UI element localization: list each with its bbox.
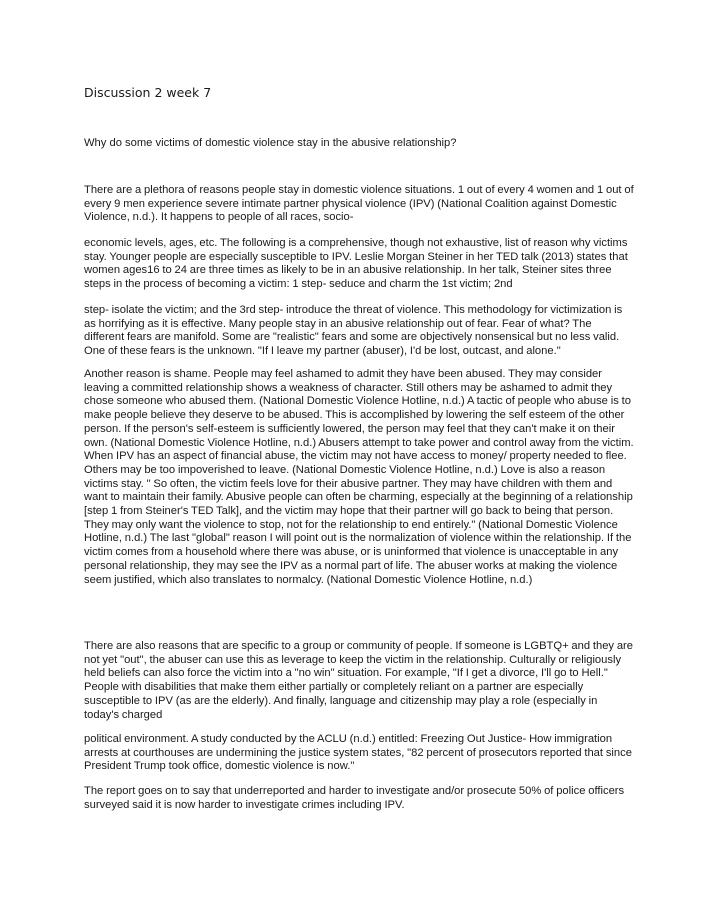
paragraph-2: economic levels, ages, etc. The following is a comprehensive, though not exhaustive, list of reason why victims stay. Younger people are especially susceptible to IPV. Leslie Morgan Steiner in her TED talk (2013) states that women ages16 to 24 are three times as likely to be in an abusive relationship. In her talk, Steiner sites three steps in the process of becoming a victim: 1 step- seduce and charm the 1st victim; 2nd — [84, 237, 628, 291]
paragraph-6: political environment. A study conducted by the ACLU (n.d.) entitled: Freezing Out Justice- How immigration arrests at courthouses are undermining the justice system states, "82 percent of prosecutors reported that since President Trump took office, domestic violence is now." — [84, 733, 632, 773]
paragraph-1: There are a plethora of reasons people stay in domestic violence situations. 1 out of every 4 women and 1 out of every 9 men experience severe intimate partner physical violence (IPV) (National Coalition against Domestic Violence, n.d.). It happens to people of all races, socio- — [84, 184, 634, 224]
paragraph-5: There are also reasons that are specific to a group or community of people. If someone is LGBTQ+ and they are not yet "out", the abuser can use this as leverage to keep the victim in the relationship. Culturally or religiously held beliefs can also force the victim into a "no win" situation. For example, "If I get a divorce, I'll go to Hell." People with disabilities that make them either partially or completely reliant on a partner are especially susceptible to IPV (as are the elderly). And finally, language and citizenship may play a role (especially in today's charged — [84, 640, 634, 721]
document-heading: Discussion 2 week 7 — [84, 85, 212, 100]
paragraph-4: Another reason is shame. People may feel ashamed to admit they have been abused. They may consider leaving a committed relationship shows a weakness of character. Still others may be ashamed to admit they chose someone who abused them. (National Domestic Violence Hotline, n.d.) A tactic of people who abuse is to make people believe they deserve to be abused. This is accomplished by lowering the self esteem of the other person. If the person's self-esteem is sufficiently lowered, the person may feel that they can't make it on their own. (National Domestic Violence Hotline, n.d.) Abusers attempt to take power and control away from the victim. When IPV has an aspect of financial abuse, the victim may not have access to money/ property needed to flee. Others may be too impoverished to leave. (National Domestic Violence Hotline, n.d.) Love is also a reason victims stay. " So often, the victim feels love for their abusive partner. They may have children with them and want to maintain their family. Abusive people can often be charming, especially at the beginning of a relationship [step 1 from Steiner's TED Talk], and the victim may hope that their partner will go back to being that person. They may only want the violence to stop, not for the relationship to end entirely." (National Domestic Violence Hotline, n.d.) The last "global" reason I will point out is the normalization of violence within the relationship. If the victim comes from a household where there was abuse, or is uninformed that violence is unacceptable in any personal relationship, they may see the IPV as a normal part of life. The abuser works at making the violence seem justified, which also translates to normalcy. (National Domestic Violence Hotline, n.d.) — [84, 368, 634, 586]
paragraph-7: The report goes on to say that underreported and harder to investigate and/or prosecute 50% of police officers surveyed said it is now harder to investigate crimes including IPV. — [84, 785, 625, 811]
discussion-question: Why do some victims of domestic violence stay in the abusive relationship? — [84, 137, 457, 149]
paragraph-3: step- isolate the victim; and the 3rd step- introduce the threat of violence. This methodology for victimization is as horrifying as it is effective. Many people stay in an abusive relationship out of fear. Fear of what? The different fears are manifold. Some are "realistic" fears and some are objectively nonsensical but no less valid. One of these fears is the unknown. "If I leave my partner (abuser), I'd be lost, outcast, and alone." — [84, 304, 623, 358]
